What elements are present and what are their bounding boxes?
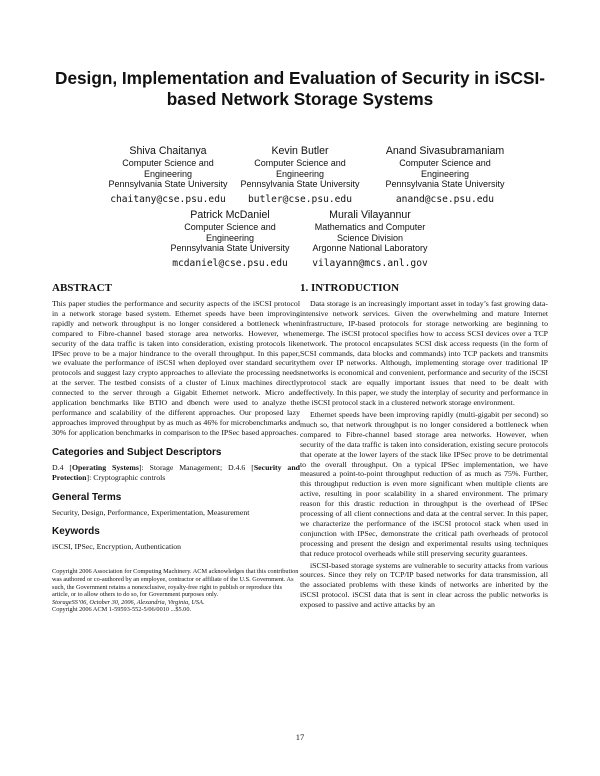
author-name: Murali Vilayannur (329, 209, 411, 221)
author-email: chaitany@cse.psu.edu (110, 193, 226, 205)
general-terms-heading: General Terms (52, 491, 122, 503)
copyright-line: Copyright 2006 ACM 1-59593-552-5/06/0010 ...$5.00. (52, 606, 192, 614)
author-affiliation: Computer Science and Engineering (122, 158, 214, 179)
copyright-notice: Copyright 2006 Association for Computing Machinery. ACM acknowledges that this contribution was authored or co-authored by an employee, contractor or affiliate of the U.S. Government. As such, the Government retains a nonexclusive, royalty-free right to publish or reproduce this article, or to allow others to do so, for Government purposes only. (52, 568, 299, 599)
right-column (300, 282, 548, 610)
left-column (52, 282, 300, 614)
abstract-heading: ABSTRACT (52, 282, 112, 294)
author-block (300, 209, 440, 270)
author-block (98, 145, 238, 206)
introduction-heading: 1. INTRODUCTION (300, 282, 400, 294)
author-email: mcdaniel@cse.psu.edu (172, 257, 288, 269)
keywords-heading: Keywords (52, 526, 100, 538)
categories-heading: Categories and Subject Descriptors (52, 446, 222, 458)
intro-paragraph: Data storage is an increasingly important asset in today’s fast growing data-intensive network services. Given the overwhelming and mature Internet infrastructure, IP-based protocols for storage networking are beginning to emerge. The iSCSI protocol specifies how to access SCSI devices over a TCP network. The protocol encapsulates SCSI disk access requests (in the form of SCSI commands, data blocks and commands) into TCP packets and transmits them over IP networks. Although, implementing storage over traditional IP networks is economical and convenient, performance and security of the iSCSI protocol stack are equally important issues that need to be dealt with effectively. In this paper, we study the interplay of security and performance in the iSCSI protocol stack in a clustered network storage environment. (300, 299, 548, 408)
author-institution: Argonne National Laboratory (312, 243, 428, 253)
author-name: Shiva Chaitanya (129, 145, 207, 157)
author-name: Patrick McDaniel (190, 209, 270, 221)
author-email: butler@cse.psu.edu (248, 193, 352, 205)
categories-text: D.4 [Operating Systems]: Storage Management; D.4.6 [Security and Protection]: Cryptographic controls (52, 462, 300, 482)
author-institution: Pennsylvania State University (108, 179, 228, 189)
author-institution: Pennsylvania State University (385, 179, 505, 189)
page-number: 17 (295, 732, 305, 742)
keywords-text: iSCSI, IPSec, Encryption, Authentication (52, 542, 182, 552)
intro-paragraph: iSCSI-based storage systems are vulnerable to security attacks from various sources. Since they rely on TCP/IP based networks for data transmission, all the associated problems with these kinds of networks are inherited by the iSCSI protocol. iSCSI data that is sent in clear across the public networks is exposed to passive and active attacks by an (300, 560, 548, 610)
author-affiliation: Computer Science and Engineering (254, 158, 346, 179)
author-email: vilayann@mcs.anl.gov (312, 257, 428, 269)
author-affiliation: Computer Science and Engineering (399, 158, 491, 179)
author-name: Kevin Butler (271, 145, 329, 157)
author-block (230, 145, 370, 206)
author-affiliation: Computer Science and Engineering (184, 222, 276, 243)
general-terms-text: Security, Design, Performance, Experimentation, Measurement (52, 507, 250, 517)
author-email: anand@cse.psu.edu (395, 193, 495, 205)
conference-line: StorageSS’06, October 30, 2006, Alexandria, Virginia, USA. (52, 598, 205, 606)
author-block (370, 145, 520, 206)
author-block (160, 209, 300, 270)
author-institution: Pennsylvania State University (170, 243, 290, 253)
author-institution: Pennsylvania State University (240, 179, 360, 189)
author-name: Anand Sivasubramaniam (385, 145, 505, 157)
abstract-text: This paper studies the performance and security aspects of the iSCSI protocol in a network storage based system. Ethernet speeds have been improving rapidly and network throughput is no longer considered a bottleneck when compared to Fibre-channel based storage area networks. However, when security of the data traffic is taken into consideration, existing protocols like IPSec prove to be a major hindrance to the overall throughput. In this paper, we evaluate the performance of iSCSI when deployed over standard security protocols and suggest lazy crypto approaches to alleviate the processing needs at the server. The testbed consists of a cluster of Linux machines directly connected to the server through a Gigabit Ethernet network. Micro and application benchmarks like BTIO and dbench were used to analyze the performance and scalability of the different approaches. Our proposed lazy approaches improved throughput by as much as 46% for microbenchmarks and 30% for application benchmarks in comparison to the IPSec based approaches. (52, 299, 300, 437)
author-affiliation: Mathematics and Computer Science Division (314, 222, 426, 243)
paper-title: Design, Implementation and Evaluation of Security in iSCSI-based Network Storage Systems (55, 68, 545, 109)
intro-paragraph: Ethernet speeds have been improving rapidly (multi-gigabit per second) so much so, that network throughput is no longer considered a bottleneck when compared to Fibre-channel based storage area networks. However, when security of the data traffic is taken into consideration, existing secure protocols that operate at the lower layers of the stack like IPSec prove to be detrimental to the overall throughput. On a typical IPSec implementation, we have measured a point-to-point throughput reduction of as much as 75%. Further, this throughput reduction is even more significant when multiple clients are active, resulting in poor scalability in a shared environment. The primary reason for this drastic reduction in throughput is the overhead of IPSec processing of all client connections and data at the central server. In this paper, we characterize the performance of the iSCSI protocol stack when used in conjunction with IPSec, demonstrate the critical path overheads of protocol processing and present the design and experimental results using techniques that reduce protocol overheads while still preserving security guarantees. (300, 409, 548, 558)
